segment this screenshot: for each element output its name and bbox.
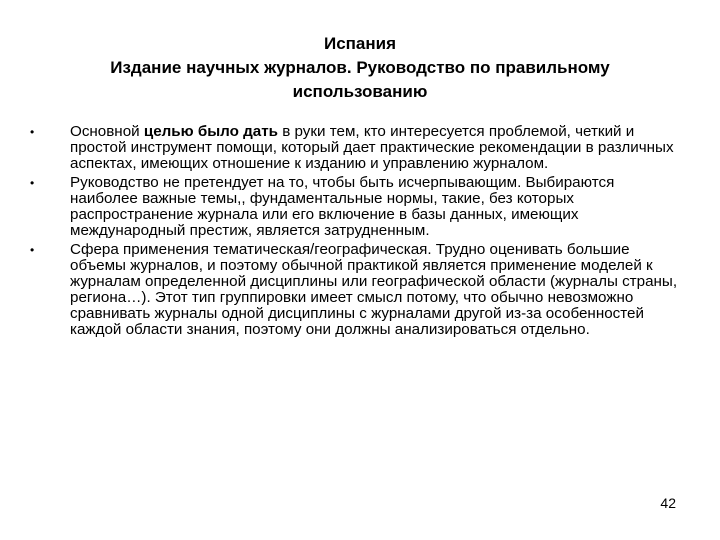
bullet-text-emphasis: целью было дать bbox=[143, 123, 278, 140]
bullet-text: Сфера применения тематическая/географическая. Трудно оценивать большие объемы журналов, и поэтому обычной практикой является применение моделей к журналам определенной дисциплины или географической области (журналы страны, региона…). Этот тип группировки имеет смысл потому, что обычно невозможно сравнивать журналы одной дисциплины с журналами другой из-за особенностей каждой области знания, поэтому они должны анализироваться отдельно. bbox=[70, 241, 678, 338]
bullet-item-goal bbox=[30, 124, 682, 172]
bullet-item-application bbox=[30, 242, 682, 338]
title-line-1: Испания bbox=[323, 34, 397, 53]
bullet-item-scope bbox=[30, 175, 682, 239]
bullet-icon: • bbox=[30, 176, 35, 190]
bullet-text-prefix: Основной bbox=[70, 123, 144, 140]
title-line-3: использованию bbox=[292, 82, 428, 101]
slide-title bbox=[40, 32, 680, 104]
title-line-2: Издание научных журналов. Руководство по правильному bbox=[110, 58, 610, 77]
bullet-text-suffix: в руки тем, кто интересуется проблемой, четкий и простой инструмент помощи, который дает практические рекомендации в различных аспектах, имеющих отношение к изданию и управлению журналом. bbox=[70, 123, 674, 172]
bullet-icon: • bbox=[30, 243, 35, 257]
bullet-text: Руководство не претендует на то, чтобы быть исчерпывающим. Выбираются наиболее важные темы,, фундаментальные нормы, такие, без которых распространение журнала или его включение в базы данных, имеющих международный престиж, является затрудненным. bbox=[70, 174, 615, 239]
page-number: 42 bbox=[660, 495, 676, 511]
bullet-list bbox=[30, 124, 682, 341]
bullet-icon: • bbox=[30, 125, 35, 139]
